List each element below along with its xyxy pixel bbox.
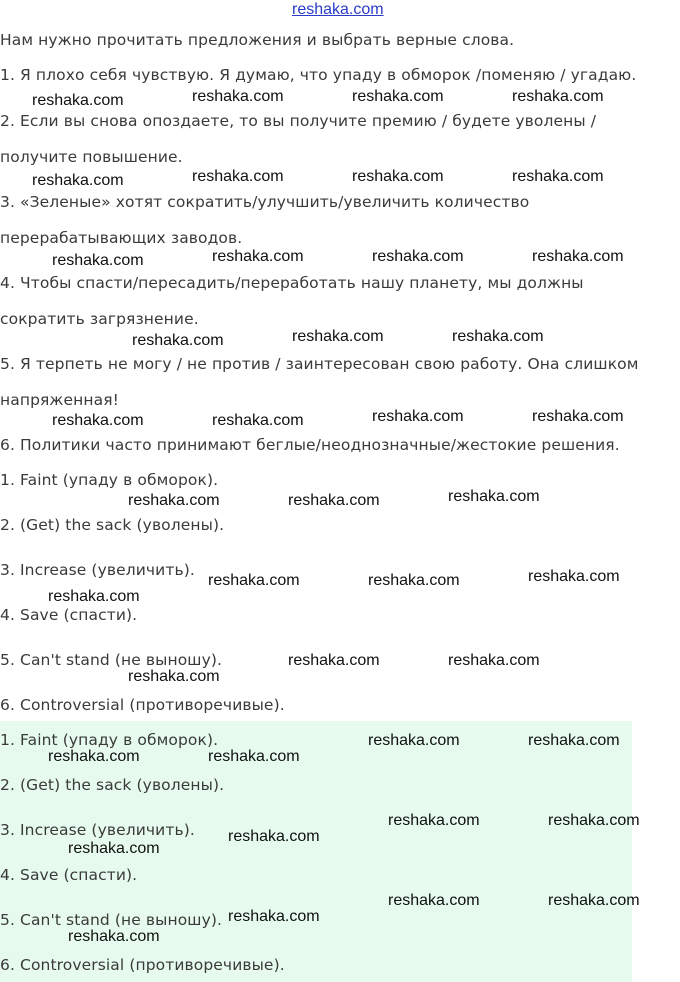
answer-line-highlighted: 6. Controversial (противоречивые). bbox=[0, 956, 285, 974]
watermark: reshaka.com bbox=[52, 252, 144, 269]
site-link[interactable]: reshaka.com bbox=[292, 1, 384, 18]
sentence-line: 4. Чтобы спасти/пересадить/переработать нашу планету, мы должны bbox=[0, 274, 584, 292]
answer-line-highlighted: 5. Can't stand (не выношу). bbox=[0, 911, 223, 929]
watermark: reshaka.com bbox=[452, 328, 544, 345]
task-intro: Нам нужно прочитать предложения и выбрать верные слова. bbox=[0, 31, 515, 49]
watermark: reshaka.com bbox=[548, 892, 640, 909]
watermark: reshaka.com bbox=[128, 668, 220, 685]
watermark: reshaka.com bbox=[48, 748, 140, 765]
watermark: reshaka.com bbox=[368, 572, 460, 589]
watermark: reshaka.com bbox=[372, 248, 464, 265]
watermark: reshaka.com bbox=[212, 248, 304, 265]
sentence-line: получите повышение. bbox=[0, 148, 183, 166]
sentence-line: 5. Я терпеть не могу / не против / заинтересован свою работу. Она слишком bbox=[0, 355, 639, 373]
watermark: reshaka.com bbox=[532, 408, 624, 425]
watermark: reshaka.com bbox=[48, 588, 140, 605]
sentence-line: сократить загрязнение. bbox=[0, 310, 199, 328]
answer-line: 4. Save (спасти). bbox=[0, 606, 138, 624]
watermark: reshaka.com bbox=[528, 568, 620, 585]
sentence-line: 2. Если вы снова опоздаете, то вы получите премию / будете уволены / bbox=[0, 112, 597, 130]
answer-line: 2. (Get) the sack (уволены). bbox=[0, 516, 225, 534]
answer-line-highlighted: 2. (Get) the sack (уволены). bbox=[0, 776, 225, 794]
watermark: reshaka.com bbox=[288, 652, 380, 669]
answer-line-highlighted: 1. Faint (упаду в обморок). bbox=[0, 731, 219, 749]
watermark: reshaka.com bbox=[32, 172, 124, 189]
watermark: reshaka.com bbox=[388, 892, 480, 909]
watermark: reshaka.com bbox=[32, 92, 124, 109]
watermark: reshaka.com bbox=[292, 328, 384, 345]
watermark: reshaka.com bbox=[548, 812, 640, 829]
answer-line-highlighted: 3. Increase (увеличить). bbox=[0, 821, 195, 839]
answer-line: 1. Faint (упаду в обморок). bbox=[0, 471, 219, 489]
sentence-line: 3. «Зеленые» хотят сократить/улучшить/увеличить количество bbox=[0, 193, 530, 211]
watermark: reshaka.com bbox=[368, 732, 460, 749]
sentence-line: 6. Политики часто принимают беглые/неоднозначные/жестокие решения. bbox=[0, 436, 620, 454]
watermark: reshaka.com bbox=[448, 652, 540, 669]
answer-line-highlighted: 4. Save (спасти). bbox=[0, 866, 138, 884]
watermark: reshaka.com bbox=[208, 748, 300, 765]
watermark: reshaka.com bbox=[528, 732, 620, 749]
watermark: reshaka.com bbox=[372, 408, 464, 425]
watermark: reshaka.com bbox=[128, 492, 220, 509]
watermark: reshaka.com bbox=[212, 412, 304, 429]
watermark: reshaka.com bbox=[532, 248, 624, 265]
sentence-line: перерабатывающих заводов. bbox=[0, 229, 243, 247]
watermark: reshaka.com bbox=[352, 168, 444, 185]
watermark: reshaka.com bbox=[512, 168, 604, 185]
watermark: reshaka.com bbox=[228, 828, 320, 845]
watermark: reshaka.com bbox=[512, 88, 604, 105]
watermark: reshaka.com bbox=[388, 812, 480, 829]
watermark: reshaka.com bbox=[192, 168, 284, 185]
answer-line: 5. Can't stand (не выношу). bbox=[0, 651, 223, 669]
answer-line: 6. Controversial (противоречивые). bbox=[0, 696, 285, 714]
sentence-line: 1. Я плохо себя чувствую. Я думаю, что упаду в обморок /поменяю / угадаю. bbox=[0, 66, 637, 84]
watermark: reshaka.com bbox=[132, 332, 224, 349]
watermark: reshaka.com bbox=[52, 412, 144, 429]
watermark: reshaka.com bbox=[208, 572, 300, 589]
watermark: reshaka.com bbox=[68, 928, 160, 945]
watermark: reshaka.com bbox=[228, 908, 320, 925]
answer-line: 3. Increase (увеличить). bbox=[0, 561, 195, 579]
watermark: reshaka.com bbox=[352, 88, 444, 105]
sentence-line: напряженная! bbox=[0, 391, 119, 409]
watermark: reshaka.com bbox=[448, 488, 540, 505]
watermark: reshaka.com bbox=[68, 840, 160, 857]
watermark: reshaka.com bbox=[192, 88, 284, 105]
watermark: reshaka.com bbox=[288, 492, 380, 509]
